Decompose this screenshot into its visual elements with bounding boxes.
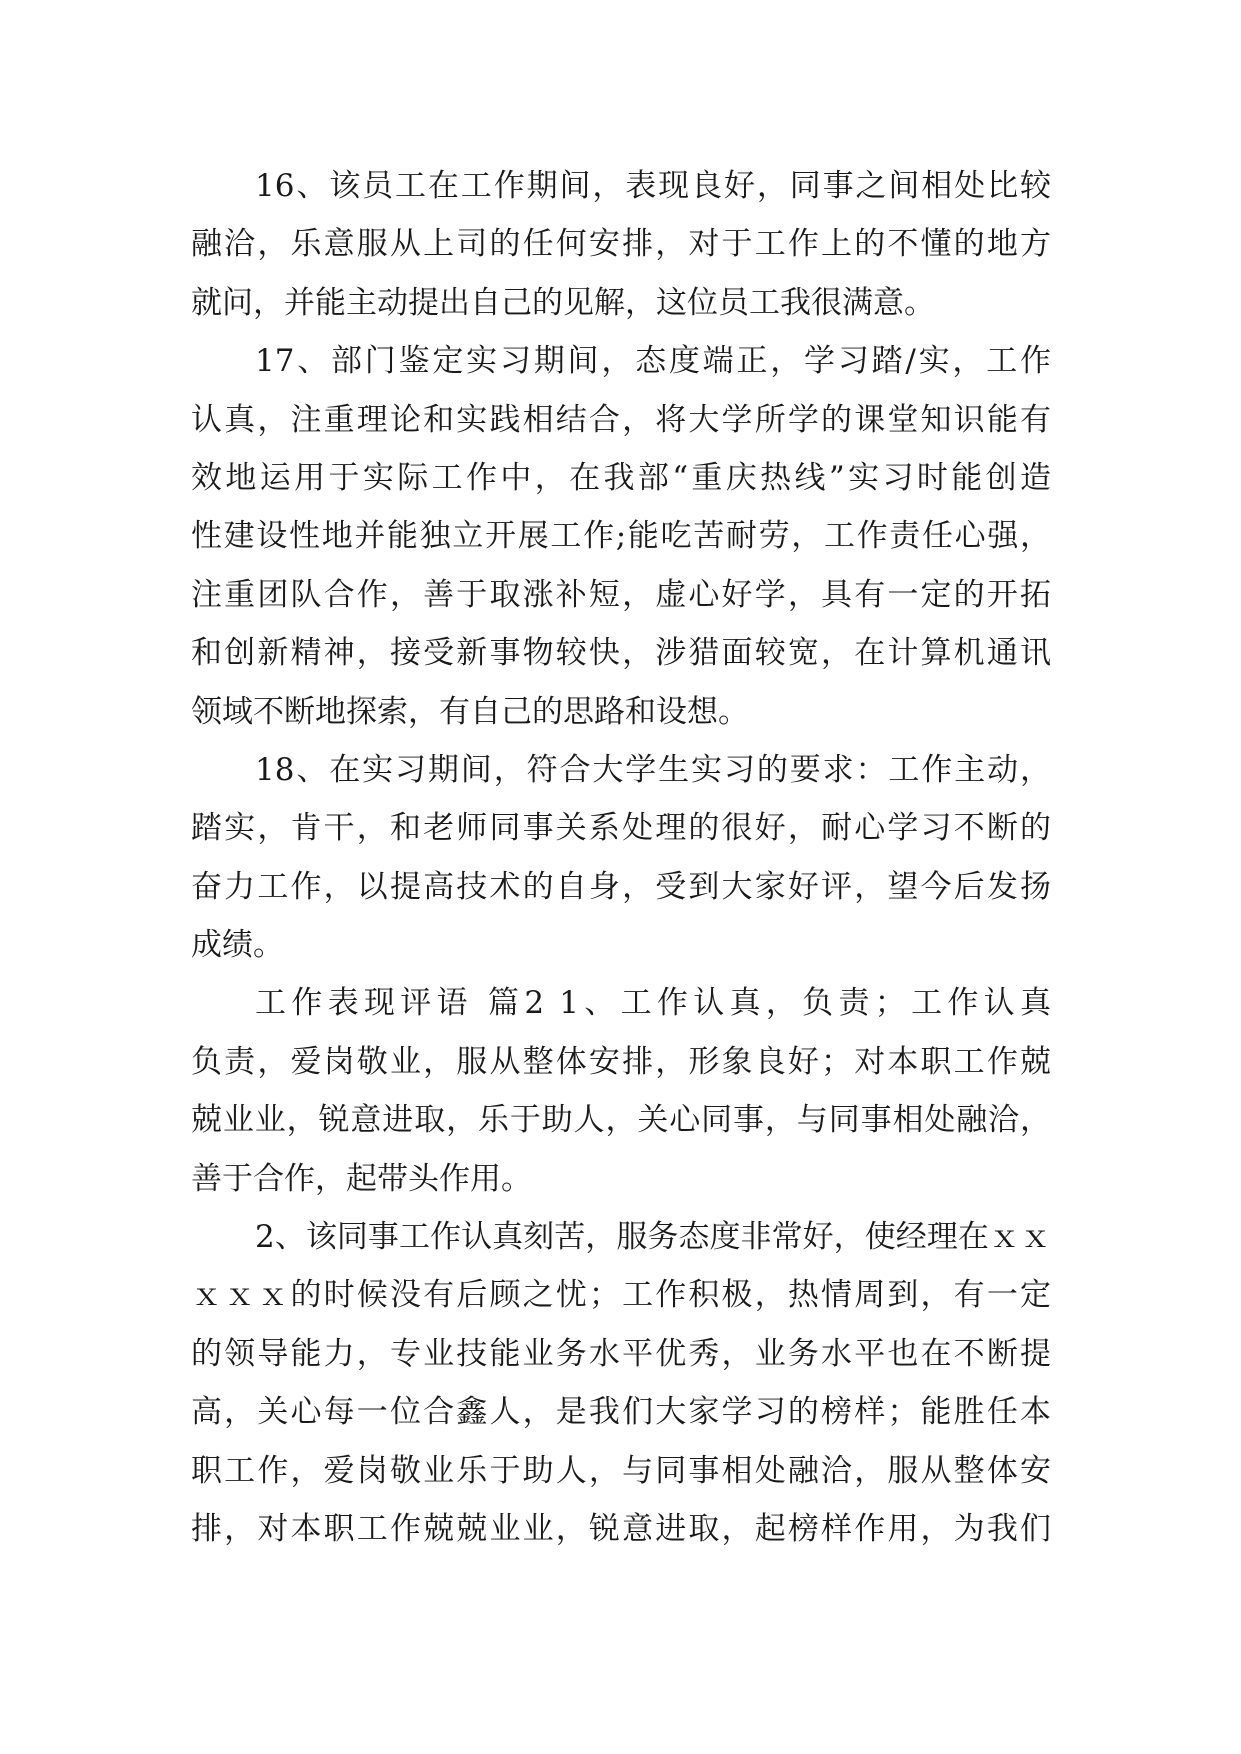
section-2-line-4: 善于合作，起带头作用。 [191, 1160, 532, 1197]
paragraph-17-line-6: 和创新精神，接受新事物较快，涉猎面较宽，在计算机通讯 [191, 635, 1051, 672]
section-2-line-2: 负责，爱岗敬业，服从整体安排，形象良好；对本职工作兢 [191, 1043, 1051, 1080]
paragraph-2-line-6: 排，对本职工作兢兢业业，锐意进取，起榜样作用，为我们 [191, 1510, 1051, 1547]
paragraph-16-line-3: 就问，并能主动提出自己的见解，这位员工我很满意。 [191, 284, 935, 321]
section-2-line-1: 工作表现评语 篇2 1、工作认真，负责；工作认真 [255, 985, 1051, 1022]
paragraph-18-line-1: 18、在实习期间，符合大学生实习的要求：工作主动， [255, 751, 1051, 788]
paragraph-2-line-3: 的领导能力，专业技能业务水平优秀，业务水平也在不断提 [191, 1335, 1051, 1372]
paragraph-17-line-3: 效地运用于实际工作中，在我部“重庆热线”实习时能创造 [191, 459, 1051, 496]
paragraph-17-line-1: 17、部门鉴定实习期间，态度端正，学习踏/实，工作 [255, 343, 1051, 380]
paragraph-2-line-5: 职工作，爱岗敬业乐于助人，与同事相处融洽，服从整体安 [191, 1452, 1051, 1489]
paragraph-2-line-2: ｘｘｘ的时候没有后顾之忧；工作积极，热情周到，有一定 [191, 1277, 1051, 1314]
document-body [191, 157, 1051, 1558]
paragraph-18-line-3: 奋力工作，以提高技术的自身，受到大家好评，望今后发扬 [191, 868, 1051, 905]
paragraph-17-line-7: 领域不断地探索，有自己的思路和设想。 [191, 693, 749, 730]
paragraph-2-line-4: 高，关心每一位合鑫人，是我们大家学习的榜样；能胜任本 [191, 1394, 1051, 1431]
paragraph-18-line-2: 踏实，肯干，和老师同事关系处理的很好，耐心学习不断的 [191, 810, 1051, 847]
paragraph-17-line-2: 认真，注重理论和实践相结合，将大学所学的课堂知识能有 [191, 401, 1051, 438]
paragraph-17-line-5: 注重团队合作，善于取涨补短，虚心好学，具有一定的开拓 [191, 576, 1051, 613]
paragraph-18-line-4: 成绩。 [191, 927, 284, 964]
paragraph-2-line-1: 2、该同事工作认真刻苦，服务态度非常好，使经理在ｘｘ [255, 1219, 1051, 1256]
paragraph-16-line-2: 融洽，乐意服从上司的任何安排，对于工作上的不懂的地方 [191, 226, 1051, 263]
paragraph-16-line-1: 16、该员工在工作期间，表现良好，同事之间相处比较 [255, 168, 1051, 204]
paragraph-17-line-4: 性建设性地并能独立开展工作;能吃苦耐劳，工作责任心强， [191, 518, 1051, 555]
section-2-line-3: 兢业业，锐意进取，乐于助人，关心同事，与同事相处融洽， [191, 1102, 1051, 1139]
